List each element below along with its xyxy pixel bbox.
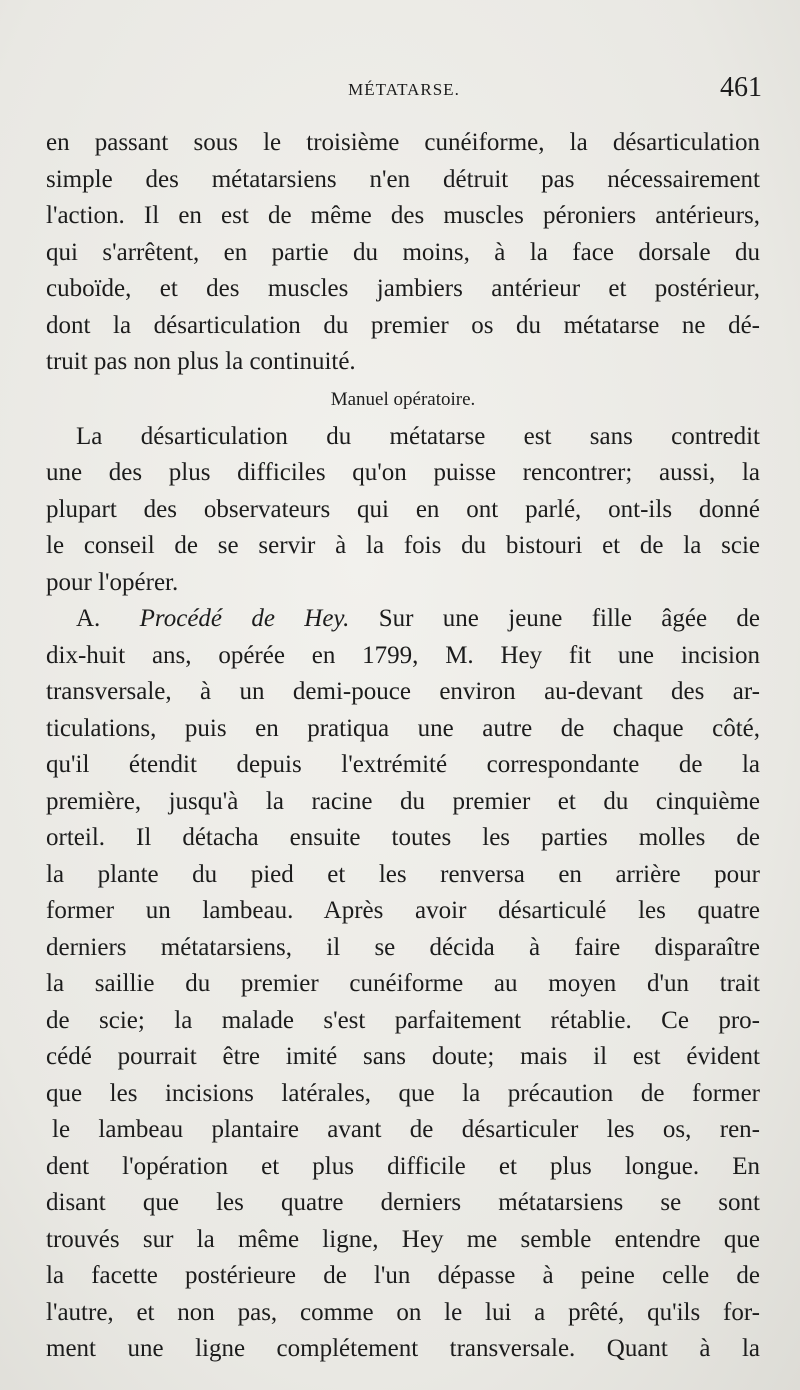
text-line: l'autre, et non pas, comme on le lui a prêté, qu'ils for- <box>46 1298 760 1326</box>
text-line: dent l'opération et plus difficile et plus longue. En <box>46 1152 760 1180</box>
running-head <box>46 72 762 106</box>
procedure-letter: A. <box>76 605 101 632</box>
text-line: la plante du pied et les renversa en arrière pour <box>46 860 760 888</box>
text-line: qu'il étendit depuis l'extrémité correspondante de la <box>46 751 760 778</box>
first-line-rest: Sur une jeune fille âgée de <box>378 605 760 632</box>
text-line: cédé pourrait être imité sans doute; mais il est évident <box>46 1043 760 1070</box>
page-number: 461 <box>720 72 762 103</box>
text-line: la facette postérieure de l'un dépasse à peine celle de <box>46 1262 760 1289</box>
procedure-title: Procédé de Hey. <box>139 605 350 632</box>
text-line: une des plus difficiles qu'on puisse rencontrer; aussi, la <box>46 459 760 486</box>
text-line: le conseil de se servir à la fois du bistouri et de la scie <box>46 532 760 559</box>
text-line: ticulations, puis en pratiqua une autre de chaque côté, <box>46 714 760 742</box>
running-head-title: MÉTATARSE. <box>348 80 460 99</box>
text-line: truit pas non plus la continuité. <box>46 348 356 375</box>
text-line: que les incisions latérales, que la précaution de former <box>46 1079 760 1107</box>
text-line: ment une ligne complétement transversale. Quant à la <box>46 1335 760 1362</box>
text-line: de scie; la malade s'est parfaitement rétablie. Ce pro- <box>46 1006 760 1034</box>
text-line: La désarticulation du métatarse est sans contredit <box>76 422 760 450</box>
text-line: dont la désarticulation du premier os du métatarse ne dé- <box>46 311 760 339</box>
text-line: orteil. Il détacha ensuite toutes les parties molles de <box>46 824 760 851</box>
paragraph-2 <box>46 419 760 602</box>
section-subheading: Manuel opératoire. <box>330 388 476 410</box>
text-line: première, jusqu'à la racine du premier et du cinquième <box>46 787 760 815</box>
text-line: dix-huit ans, opérée en 1799, M. Hey fit une incision <box>46 641 760 669</box>
text-line: l'action. Il en est de même des muscles péroniers antérieurs, <box>46 202 760 229</box>
text-line: transversale, à un demi-pouce environ au-devant des ar- <box>46 678 760 705</box>
text-line: simple des métatarsiens n'en détruit pas nécessairement <box>46 165 760 193</box>
text-line: trouvés sur la même ligne, Hey me semble entendre que <box>46 1225 760 1253</box>
text-line-first <box>46 601 760 638</box>
text-line: plupart des observateurs qui en ont parlé, ont-ils donné <box>46 495 760 523</box>
text-line: la saillie du premier cunéiforme au moyen d'un trait <box>46 970 760 997</box>
page-text <box>46 125 760 1368</box>
paragraph-1 <box>46 125 760 381</box>
text-line: derniers métatarsiens, il se décida à faire disparaître <box>46 933 760 961</box>
text-line: en passant sous le troisième cunéiforme, la désarticulation <box>46 129 760 156</box>
text-line: qui s'arrêtent, en partie du moins, à la face dorsale du <box>46 238 760 266</box>
text-line: disant que les quatre derniers métatarsiens se sont <box>46 1189 760 1216</box>
text-line: pour l'opérer. <box>46 568 179 596</box>
text-line: former un lambeau. Après avoir désarticulé les quatre <box>46 897 760 924</box>
paragraph-3 <box>46 601 760 1368</box>
text-line: le lambeau plantaire avant de désarticuler les os, ren- <box>52 1116 760 1143</box>
text-line: cuboïde, et des muscles jambiers antérieur et postérieur, <box>46 275 760 302</box>
